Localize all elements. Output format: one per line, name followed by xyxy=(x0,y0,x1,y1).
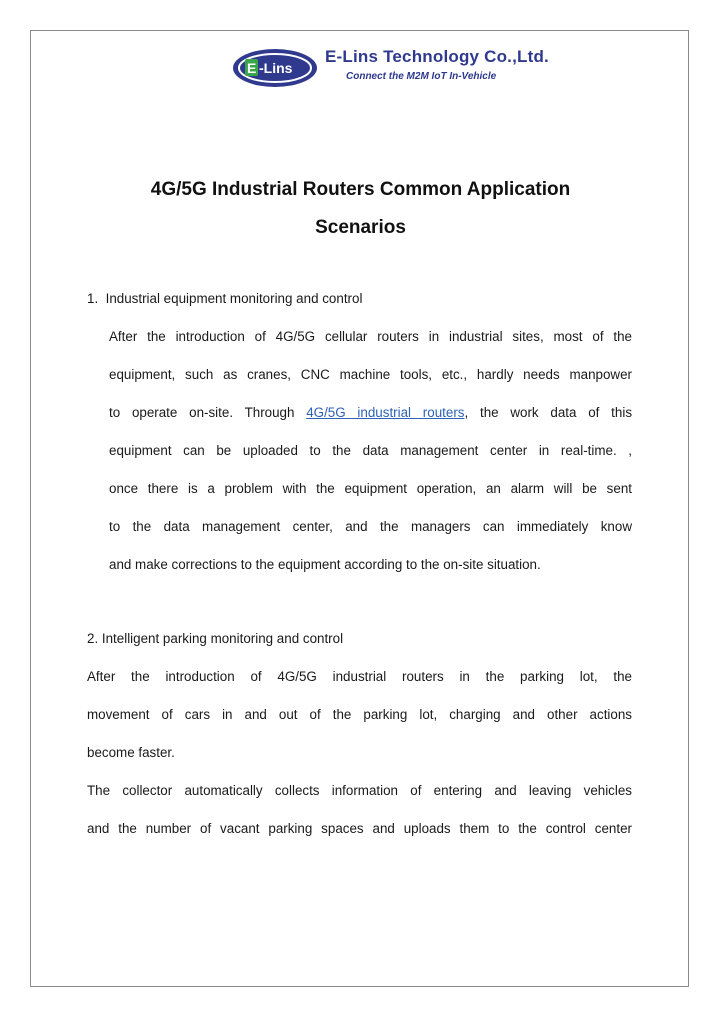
paragraph-line: and the number of vacant parking spaces and uploads them to the control center xyxy=(87,821,632,836)
svg-text:-Lins: -Lins xyxy=(259,60,293,76)
document-page xyxy=(30,30,689,987)
paragraph-line-with-link xyxy=(109,405,632,420)
logo-tagline: Connect the M2M IoT In-Vehicle xyxy=(346,71,497,82)
section-1-number: 1. xyxy=(87,291,99,306)
company-logo xyxy=(231,44,549,92)
e-lins-logo-icon xyxy=(231,46,319,90)
paragraph-line: After the introduction of 4G/5G industrial routers in the parking lot, the xyxy=(87,669,632,684)
svg-text:E: E xyxy=(247,60,257,76)
paragraph-line: equipment can be uploaded to the data management center in real-time. , xyxy=(109,443,632,458)
title-line-1: 4G/5G Industrial Routers Common Application xyxy=(150,179,571,200)
title-line-2: Scenarios xyxy=(315,217,406,238)
paragraph-line: The collector automatically collects information of entering and leaving vehicles xyxy=(87,783,632,798)
paragraph-line: movement of cars in and out of the parking lot, charging and other actions xyxy=(87,707,632,722)
industrial-routers-link[interactable]: 4G/5G industrial routers xyxy=(306,405,465,420)
paragraph-line: to the data management center, and the managers can immediately know xyxy=(109,519,632,534)
link-suffix-text: , the work data of this xyxy=(464,405,633,420)
section-1-title: Industrial equipment monitoring and control xyxy=(105,291,363,306)
section-1-heading xyxy=(87,291,362,306)
paragraph-line: once there is a problem with the equipment operation, an alarm will be sent xyxy=(109,481,632,496)
link-prefix-text: to operate on-site. Through xyxy=(109,405,307,420)
paragraph-line: become faster. xyxy=(87,745,175,760)
paragraph-line: After the introduction of 4G/5G cellular routers in industrial sites, most of the xyxy=(109,329,632,344)
section-2-heading: 2. Intelligent parking monitoring and control xyxy=(87,631,344,646)
document-title xyxy=(71,171,650,247)
paragraph-line: and make corrections to the equipment according to the on-site situation. xyxy=(109,557,541,572)
logo-company-name: E-Lins Technology Co.,Ltd. xyxy=(325,47,549,66)
paragraph-line: equipment, such as cranes, CNC machine tools, etc., hardly needs manpower xyxy=(109,367,632,382)
